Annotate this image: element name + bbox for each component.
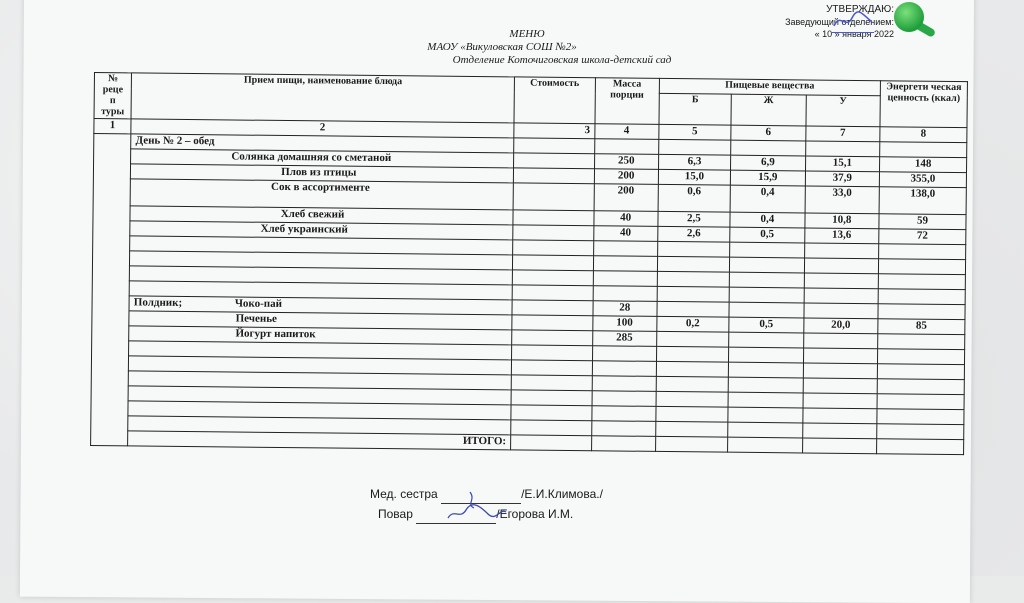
- empty-cell: [728, 422, 803, 438]
- col-number: 8: [880, 127, 967, 143]
- empty-cell: [728, 407, 803, 423]
- cost-cell: [512, 330, 593, 346]
- col-header-b: Б: [659, 93, 732, 125]
- total-b: [655, 436, 728, 452]
- approval-month: января: [842, 29, 872, 39]
- b-cell: [657, 301, 730, 317]
- empty-cell: [804, 243, 879, 259]
- dish-name: Чоко-пай: [234, 297, 283, 310]
- kcal-cell: [878, 334, 965, 350]
- col-header-num: № реце п туры: [94, 73, 132, 119]
- empty-cell: [878, 349, 965, 365]
- empty-cell: [880, 142, 967, 158]
- empty-cell: [879, 244, 966, 260]
- mass-cell: 250: [594, 154, 658, 170]
- mass-cell: 285: [592, 331, 656, 347]
- department-name: Отделение Коточиговская школа-детский сад: [452, 54, 672, 66]
- dish-name: Сок в ассортименте: [130, 179, 513, 210]
- u-cell: 15,1: [805, 156, 880, 172]
- recipe-num-cell: [91, 134, 131, 446]
- b-cell: 2,6: [657, 226, 730, 242]
- zh-cell: [729, 302, 804, 318]
- empty-cell: [878, 274, 965, 290]
- cook-signature: [416, 523, 496, 524]
- empty-cell: [729, 272, 804, 288]
- empty-cell: [512, 270, 593, 286]
- col-number: 4: [594, 124, 658, 140]
- empty-cell: [730, 242, 805, 258]
- empty-cell: [656, 391, 729, 407]
- cost-cell: [513, 210, 594, 226]
- empty-cell: [511, 405, 592, 421]
- cost-cell: [513, 168, 594, 184]
- empty-cell: [802, 408, 877, 424]
- total-kcal: [877, 439, 964, 455]
- empty-cell: [728, 392, 803, 408]
- empty-cell: [878, 289, 965, 305]
- b-cell: 2,5: [658, 211, 731, 227]
- menu-header: [0, 28, 1024, 67]
- empty-cell: [655, 421, 728, 437]
- cost-cell: [512, 300, 593, 316]
- empty-cell: [511, 390, 592, 406]
- total-label: ИТОГО:: [128, 431, 511, 450]
- empty-cell: [877, 394, 964, 410]
- u-cell: [804, 303, 879, 319]
- kcal-cell: [878, 304, 965, 320]
- empty-cell: [728, 362, 803, 378]
- empty-cell: [592, 376, 656, 392]
- col-header-mass: Масса порции: [595, 78, 660, 125]
- mass-cell: 200: [594, 169, 658, 185]
- menu-title: МЕНЮ: [509, 28, 545, 40]
- cook-name: /Егорова И.М.: [496, 507, 574, 521]
- empty-cell: [511, 420, 592, 436]
- cost-cell: [513, 183, 594, 211]
- mass-cell: 40: [593, 226, 657, 242]
- approval-position: Заведующий отделением:: [785, 17, 894, 27]
- dish-name: Хлеб свежий: [130, 206, 513, 225]
- zh-cell: 0,4: [730, 185, 805, 213]
- col-header-cost: Стоимость: [514, 77, 595, 124]
- b-cell: 6,3: [658, 154, 731, 170]
- cost-cell: [512, 315, 593, 331]
- total-cost: [511, 435, 592, 451]
- empty-cell: [877, 364, 964, 380]
- empty-cell: [804, 273, 879, 289]
- empty-cell: [591, 406, 655, 422]
- b-cell: [656, 331, 729, 347]
- empty-cell: [877, 424, 964, 440]
- empty-cell: [656, 376, 729, 392]
- col-number: 7: [805, 126, 880, 142]
- empty-cell: [802, 423, 877, 439]
- empty-cell: [511, 360, 592, 376]
- col-number: 6: [731, 125, 806, 141]
- empty-cell: [729, 287, 804, 303]
- empty-cell: [658, 139, 731, 155]
- b-cell: 0,2: [657, 316, 730, 332]
- school-name: МАОУ «Викуловская СОШ №2»: [427, 41, 577, 53]
- empty-cell: [729, 347, 804, 363]
- b-cell: 0,6: [658, 184, 731, 212]
- empty-cell: [805, 141, 880, 157]
- u-cell: 13,6: [804, 228, 879, 244]
- empty-cell: [803, 393, 878, 409]
- kcal-cell: 355,0: [879, 172, 966, 188]
- dish-name: Печенье: [129, 311, 512, 330]
- kcal-cell: 59: [879, 214, 966, 230]
- empty-cell: [592, 391, 656, 407]
- empty-cell: [657, 271, 730, 287]
- empty-cell: [512, 285, 593, 301]
- empty-cell: [514, 138, 595, 154]
- empty-cell: [803, 363, 878, 379]
- total-u: [802, 438, 877, 454]
- empty-cell: [804, 288, 879, 304]
- col-header-dish: Прием пищи, наименование блюда: [131, 73, 514, 123]
- empty-cell: [878, 259, 965, 275]
- empty-cell: [593, 286, 657, 302]
- empty-cell: [513, 240, 594, 256]
- b-cell: 15,0: [658, 169, 731, 185]
- u-cell: 20,0: [803, 318, 878, 334]
- empty-cell: [593, 271, 657, 287]
- col-number: 2: [131, 119, 514, 138]
- col-header-zh: Ж: [731, 94, 806, 126]
- empty-cell: [877, 379, 964, 395]
- total-mass: [591, 436, 655, 452]
- day-label: День № 2 – обед: [131, 134, 514, 153]
- empty-cell: [592, 361, 656, 377]
- empty-cell: [657, 256, 730, 272]
- u-cell: 37,9: [805, 171, 880, 187]
- cost-cell: [513, 225, 594, 241]
- dish-name: Хлеб украинский: [130, 221, 513, 240]
- nurse-label: Мед. сестра: [370, 487, 438, 501]
- cook-label: Повар: [378, 507, 413, 521]
- snack-label: Полдник;: [133, 296, 183, 309]
- kcal-cell: 138,0: [879, 187, 966, 215]
- zh-cell: 0,5: [730, 227, 805, 243]
- col-number: 5: [659, 124, 732, 140]
- empty-cell: [593, 256, 657, 272]
- empty-cell: [511, 345, 592, 361]
- mass-cell: 28: [593, 301, 657, 317]
- empty-cell: [656, 406, 729, 422]
- empty-cell: [731, 140, 806, 156]
- empty-cell: [877, 409, 964, 425]
- zh-cell: [729, 332, 804, 348]
- col-number: 3: [514, 123, 595, 139]
- empty-cell: [511, 375, 592, 391]
- mass-cell: 200: [594, 184, 658, 212]
- col-number: 1: [94, 119, 131, 134]
- empty-cell: [512, 255, 593, 271]
- empty-cell: [657, 286, 730, 302]
- menu-table: [90, 72, 968, 455]
- zh-cell: 15,9: [730, 170, 805, 186]
- u-cell: 10,8: [804, 213, 879, 229]
- empty-cell: [657, 241, 730, 257]
- empty-cell: [656, 346, 729, 362]
- empty-cell: [593, 241, 657, 257]
- approval-year: 2022: [873, 29, 894, 39]
- zh-cell: 6,9: [731, 155, 806, 171]
- zh-cell: 0,4: [730, 212, 805, 228]
- total-zh: [728, 437, 803, 453]
- u-cell: [803, 333, 878, 349]
- col-header-energy: Энергети ческая ценность (ккал): [880, 81, 967, 128]
- empty-cell: [592, 346, 656, 362]
- empty-cell: [656, 361, 729, 377]
- dish-name: Солянка домашняя со сметаной: [131, 149, 514, 168]
- empty-cell: [728, 377, 803, 393]
- dish-name: Плов из птицы: [131, 164, 514, 183]
- kcal-cell: 148: [880, 157, 967, 173]
- empty-cell: [804, 258, 879, 274]
- mass-cell: 100: [592, 316, 656, 332]
- empty-cell: [803, 348, 878, 364]
- approval-day: « 10 »: [814, 29, 840, 39]
- mass-cell: 40: [594, 211, 658, 227]
- dish-name: Йогурт напиток: [129, 326, 512, 345]
- cost-cell: [513, 153, 594, 169]
- approval-title: УТВЕРЖДАЮ:: [826, 4, 894, 15]
- col-header-u: У: [806, 95, 881, 127]
- u-cell: 33,0: [805, 186, 880, 214]
- empty-cell: [594, 139, 658, 155]
- nurse-name: /Е.И.Климова./: [521, 487, 603, 501]
- empty-cell: [730, 257, 805, 273]
- col-header-nutrients: Пищевые вещества: [659, 78, 880, 95]
- zh-cell: 0,5: [729, 317, 804, 333]
- empty-cell: [803, 378, 878, 394]
- kcal-cell: 85: [878, 319, 965, 335]
- empty-cell: [591, 421, 655, 437]
- handwritten-signatures: [440, 490, 510, 520]
- kcal-cell: 72: [879, 229, 966, 245]
